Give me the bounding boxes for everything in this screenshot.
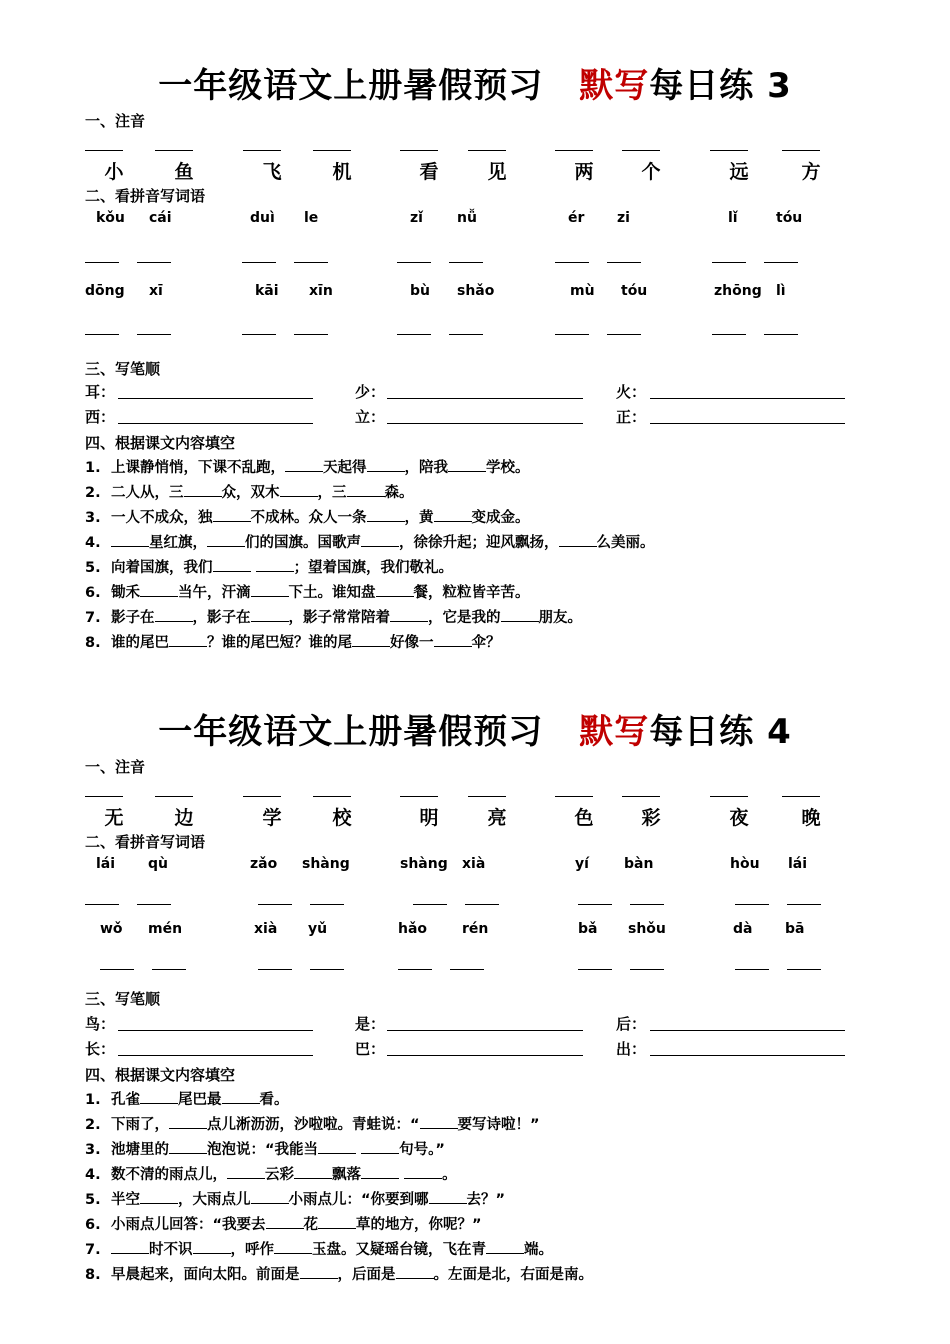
word-answer-line[interactable] [630,904,664,905]
sentence-text: 孔雀 [111,1092,140,1108]
pinyin-answer-line[interactable] [313,796,351,797]
word-answer-line[interactable] [258,969,292,970]
answer-blank[interactable] [559,532,597,547]
sentence-text: 数不清的雨点儿， [111,1167,227,1183]
answer-blank[interactable] [285,457,323,472]
fill-blank-sentence [85,1088,289,1109]
pinyin-answer-line[interactable] [468,150,506,151]
stroke-char-label: 立： [355,408,386,426]
pinyin-answer-line[interactable] [555,150,593,151]
word-answer-line[interactable] [294,262,328,263]
pinyin-syllable: lái [788,856,808,872]
item-number: 3. [85,510,101,526]
hanzi-char: 边 [174,807,194,829]
section-stroke-order: 三、写笔顺 [85,990,161,1008]
sentence-text: ，陪我 [404,460,448,476]
sentence-text: ，影子常常陪着 [288,610,390,626]
pinyin-syllable: xià [254,921,278,937]
answer-blank[interactable] [448,457,486,472]
word-answer-line[interactable] [152,969,186,970]
word-answer-line[interactable] [397,262,431,263]
pinyin-answer-line[interactable] [243,150,281,151]
word-answer-line[interactable] [578,904,612,905]
sentence-text: 天起得 [323,460,367,476]
word-answer-line[interactable] [712,262,746,263]
fill-blank-sentence [85,556,453,577]
hanzi-char: 见 [487,161,507,183]
word-answer-line[interactable] [310,969,344,970]
fill-blank-sentence [85,1263,593,1284]
pinyin-syllable: xī [149,283,163,299]
answer-blank[interactable] [227,1164,265,1179]
stroke-char-label: 出： [616,1040,647,1058]
word-answer-line[interactable] [607,334,641,335]
pinyin-syllable: zǎo [250,856,278,872]
title-highlight: 默写 [579,712,650,752]
hanzi-char: 看 [419,161,439,183]
pinyin-syllable: bā [785,921,805,937]
stroke-char-label: 长： [85,1040,116,1058]
stroke-answer-line[interactable] [387,423,583,424]
fill-blank-sentence [85,506,530,527]
answer-blank[interactable] [294,1164,332,1179]
answer-blank[interactable] [434,507,472,522]
sentence-text: 小雨点儿：“你要到哪 [288,1192,429,1208]
title-suffix: 每日练 4 [649,712,792,752]
pinyin-answer-line[interactable] [313,150,351,151]
sentence-text: ，后面是 [337,1267,396,1283]
pinyin-answer-line[interactable] [243,796,281,797]
hanzi-char: 亮 [487,807,507,829]
pinyin-syllable: zhōng [714,283,762,299]
answer-blank[interactable] [396,1264,434,1279]
stroke-char-label: 西： [85,408,116,426]
pinyin-syllable: hòu [730,856,760,872]
hanzi-char: 方 [801,161,821,183]
answer-blank[interactable] [169,1139,207,1154]
sentence-text: 。左面是北，右面是南。 [433,1267,593,1283]
stroke-answer-line[interactable] [387,398,583,399]
sentence-text: 好像一 [390,635,434,651]
sentence-text: 众，双木 [221,485,280,501]
answer-blank[interactable] [213,557,251,572]
sentence-text: 下土。谁知盘 [288,585,376,601]
sentence-text: 点儿淅沥沥，沙啦啦。青蛙说：“ [207,1117,420,1133]
stroke-char-label: 正： [616,408,647,426]
answer-blank[interactable] [251,607,289,622]
answer-blank[interactable] [404,1164,442,1179]
pinyin-answer-line[interactable] [400,796,438,797]
sentence-text: ，它是我的 [428,610,501,626]
item-number: 7. [85,1242,101,1258]
sentence-text: 时不识 [149,1242,193,1258]
sentence-text: 去？” [466,1192,506,1208]
fill-blank-sentence [85,1113,540,1134]
pinyin-syllable: bù [410,283,430,299]
title-highlight: 默写 [579,66,650,106]
item-number: 2. [85,1117,101,1133]
stroke-char-label: 耳： [85,383,116,401]
item-number: 1. [85,460,101,476]
answer-blank[interactable] [251,1189,289,1204]
stroke-answer-line[interactable] [387,1030,583,1031]
pinyin-syllable: lái [96,856,116,872]
sentence-text: 看。 [259,1092,289,1108]
sentence-text: ，影子在 [192,610,251,626]
item-number: 4. [85,535,101,551]
sentence-text: 朋友。 [538,610,582,626]
hanzi-char: 晚 [801,807,821,829]
answer-blank[interactable] [347,482,385,497]
pinyin-syllable: kǒu [96,210,125,226]
answer-blank[interactable] [300,1264,338,1279]
pinyin-syllable: bǎ [578,921,598,937]
pinyin-syllable: xīn [309,283,333,299]
sentence-text: ，徐徐升起；迎风飘扬， [399,535,559,551]
fill-blank-sentence [85,1138,445,1159]
answer-blank[interactable] [501,607,539,622]
sentence-text: 影子在 [111,610,155,626]
section-zhuyin: 一、注音 [85,758,146,776]
answer-blank[interactable] [429,1189,467,1204]
word-answer-line[interactable] [100,969,134,970]
answer-blank[interactable] [361,1164,399,1179]
sentence-text: 句号。” [399,1142,445,1158]
worksheet-title [0,704,950,753]
sentence-text: 锄禾 [111,585,140,601]
pinyin-syllable: kāi [255,283,279,299]
sentence-text: ？谁的尾巴短？谁的尾 [207,635,352,651]
word-answer-line[interactable] [449,262,483,263]
sentence-text: 二人从，三 [111,485,184,501]
section-fill-blanks: 四、根据课文内容填空 [85,434,236,452]
answer-blank[interactable] [169,632,207,647]
item-number: 2. [85,485,101,501]
fill-blank-sentence [85,1188,505,1209]
pinyin-syllable: hǎo [398,921,428,937]
answer-blank[interactable] [361,532,399,547]
word-answer-line[interactable] [465,904,499,905]
answer-blank[interactable] [155,607,193,622]
section-stroke-order: 三、写笔顺 [85,360,161,378]
stroke-answer-line[interactable] [118,1030,313,1031]
word-answer-line[interactable] [712,334,746,335]
word-answer-line[interactable] [787,969,821,970]
stroke-answer-line[interactable] [650,398,845,399]
worksheet-title [0,58,950,107]
sentence-text: 餐，粒粒皆辛苦。 [413,585,530,601]
pinyin-syllable: yí [575,856,589,872]
answer-blank[interactable] [390,607,428,622]
section-zhuyin: 一、注音 [85,112,146,130]
answer-blank[interactable] [352,632,390,647]
pinyin-answer-line[interactable] [85,150,123,151]
item-number: 5. [85,560,101,576]
word-answer-line[interactable] [578,969,612,970]
pinyin-answer-line[interactable] [710,150,748,151]
word-answer-line[interactable] [764,262,798,263]
title-main: 一年级语文上册暑假预习 [158,712,544,752]
word-answer-line[interactable] [450,969,484,970]
hanzi-char: 小 [104,161,124,183]
pinyin-answer-line[interactable] [622,796,660,797]
hanzi-char: 远 [729,161,749,183]
answer-blank[interactable] [140,582,178,597]
item-number: 8. [85,635,101,651]
answer-blank[interactable] [420,1114,458,1129]
pinyin-syllable: lì [776,283,786,299]
word-answer-line[interactable] [85,262,119,263]
pinyin-answer-line[interactable] [555,796,593,797]
stroke-answer-line[interactable] [387,1055,583,1056]
pinyin-syllable: shǒu [628,921,666,937]
pinyin-syllable: le [304,210,319,226]
sentence-text: 早晨起来，面向太阳。前面是 [111,1267,300,1283]
fill-blank-sentence [85,1238,553,1259]
item-number: 4. [85,1167,101,1183]
hanzi-char: 机 [332,161,352,183]
fill-blank-sentence [85,481,414,502]
word-answer-line[interactable] [85,904,119,905]
title-main: 一年级语文上册暑假预习 [158,66,544,106]
fill-blank-sentence [85,531,655,552]
pinyin-syllable: shàng [400,856,448,872]
word-answer-line[interactable] [137,262,171,263]
answer-blank[interactable] [213,507,251,522]
answer-blank[interactable] [169,1114,207,1129]
word-answer-line[interactable] [397,334,431,335]
sentence-text: 云彩 [265,1167,294,1183]
hanzi-char: 夜 [729,807,749,829]
pinyin-answer-line[interactable] [85,796,123,797]
pinyin-answer-line[interactable] [782,796,820,797]
sentence-text: 伞？ [471,635,501,651]
fill-blank-sentence [85,631,501,652]
answer-blank[interactable] [140,1189,178,1204]
word-answer-line[interactable] [258,904,292,905]
pinyin-syllable: wǒ [100,921,123,937]
stroke-char-label: 是： [355,1015,386,1033]
sentence-text: 飘落 [332,1167,361,1183]
item-number: 6. [85,585,101,601]
sentence-text: 上课静悄悄，下课不乱跑， [111,460,285,476]
answer-blank[interactable] [207,532,245,547]
sentence-text: ，三 [317,485,347,501]
word-answer-line[interactable] [310,904,344,905]
sentence-text: 么美丽。 [596,535,655,551]
word-answer-line[interactable] [607,262,641,263]
word-answer-line[interactable] [735,969,769,970]
stroke-char-label: 巴： [355,1040,386,1058]
pinyin-syllable: mén [148,921,183,937]
stroke-char-label: 火： [616,383,647,401]
word-answer-line[interactable] [735,904,769,905]
sentence-text: 尾巴最 [178,1092,222,1108]
stroke-answer-line[interactable] [118,1055,313,1056]
pinyin-syllable: lǐ [728,210,738,226]
pinyin-syllable: yǔ [308,921,328,937]
pinyin-answer-line[interactable] [622,150,660,151]
pinyin-answer-line[interactable] [155,150,193,151]
sentence-text: 学校。 [486,460,530,476]
hanzi-char: 色 [574,807,594,829]
hanzi-char: 两 [574,161,594,183]
pinyin-syllable: rén [462,921,489,937]
sentence-text: 草的地方，你呢？” [356,1217,482,1233]
answer-blank[interactable] [184,482,222,497]
section-pinyin-words: 二、看拼音写词语 [85,187,206,205]
fill-blank-sentence [85,1213,482,1234]
pinyin-syllable: dōng [85,283,125,299]
sentence-text: 一人不成众，独 [111,510,213,526]
answer-blank[interactable] [361,1139,399,1154]
pinyin-answer-line[interactable] [468,796,506,797]
answer-blank[interactable] [256,557,294,572]
item-number: 6. [85,1217,101,1233]
hanzi-char: 飞 [262,161,282,183]
pinyin-syllable: zi [617,210,630,226]
answer-blank[interactable] [140,1089,178,1104]
sentence-text: 谁的尾巴 [111,635,169,651]
item-number: 1. [85,1092,101,1108]
pinyin-answer-line[interactable] [782,150,820,151]
sentence-text: 池塘里的 [111,1142,169,1158]
pinyin-syllable: tóu [776,210,803,226]
hanzi-char: 鱼 [174,161,194,183]
sentence-text: ，大雨点儿 [178,1192,251,1208]
title-suffix: 每日练 3 [649,66,792,106]
fill-blank-sentence [85,581,530,602]
stroke-answer-line[interactable] [650,423,845,424]
stroke-char-label: 少： [355,383,386,401]
sentence-text: 端。 [524,1242,553,1258]
word-answer-line[interactable] [294,334,328,335]
sentence-text: 小雨点儿回答：“我要去 [111,1217,266,1233]
answer-blank[interactable] [274,1239,312,1254]
hanzi-char: 校 [332,807,352,829]
stroke-answer-line[interactable] [650,1030,845,1031]
sentence-text: ，黄 [404,510,434,526]
sentence-text: 星红旗， [149,535,207,551]
word-answer-line[interactable] [764,334,798,335]
pinyin-syllable: qù [148,856,168,872]
item-number: 5. [85,1192,101,1208]
sentence-text: 泡泡说：“我能当 [207,1142,319,1158]
stroke-answer-line[interactable] [118,423,313,424]
sentence-text: 森。 [384,485,414,501]
sentence-text: 。 [442,1167,457,1183]
fill-blank-sentence [85,1163,457,1184]
pinyin-syllable: nǚ [457,210,477,226]
sentence-text: 半空 [111,1192,140,1208]
word-answer-line[interactable] [242,262,276,263]
answer-blank[interactable] [367,457,405,472]
word-answer-line[interactable] [555,334,589,335]
pinyin-answer-line[interactable] [155,796,193,797]
stroke-answer-line[interactable] [650,1055,845,1056]
word-answer-line[interactable] [449,334,483,335]
word-answer-line[interactable] [787,904,821,905]
answer-blank[interactable] [193,1239,231,1254]
item-number: 7. [85,610,101,626]
stroke-answer-line[interactable] [118,398,313,399]
word-answer-line[interactable] [630,969,664,970]
pinyin-syllable: cái [149,210,172,226]
stroke-char-label: 后： [616,1015,647,1033]
pinyin-syllable: bàn [624,856,654,872]
pinyin-syllable: zǐ [410,210,423,226]
word-answer-line[interactable] [137,904,171,905]
answer-blank[interactable] [251,582,289,597]
sentence-text: 下雨了， [111,1117,169,1133]
item-number: 3. [85,1142,101,1158]
answer-blank[interactable] [318,1139,356,1154]
answer-blank[interactable] [280,482,318,497]
sentence-text: ；望着国旗，我们敬礼。 [293,560,454,576]
sentence-text: 要写诗啦！” [457,1117,540,1133]
sentence-text: 们的国旗。国歌声 [245,535,361,551]
answer-blank[interactable] [111,1239,149,1254]
sentence-text: 不成林。众人一条 [250,510,367,526]
pinyin-answer-line[interactable] [710,796,748,797]
hanzi-char: 学 [262,807,282,829]
pinyin-syllable: dà [733,921,753,937]
answer-blank[interactable] [486,1239,524,1254]
answer-blank[interactable] [367,507,405,522]
stroke-char-label: 鸟： [85,1015,116,1033]
answer-blank[interactable] [266,1214,304,1229]
word-answer-line[interactable] [137,334,171,335]
hanzi-char: 无 [104,807,124,829]
word-answer-line[interactable] [398,969,432,970]
pinyin-syllable: mù [570,283,595,299]
section-fill-blanks: 四、根据课文内容填空 [85,1066,236,1084]
answer-blank[interactable] [376,582,414,597]
sentence-text: 花 [303,1217,319,1233]
word-answer-line[interactable] [242,334,276,335]
pinyin-syllable: ér [568,210,585,226]
pinyin-syllable: shàng [302,856,350,872]
item-number: 8. [85,1267,101,1283]
sentence-text: 变成金。 [471,510,530,526]
hanzi-char: 彩 [641,807,661,829]
word-answer-line[interactable] [555,262,589,263]
word-answer-line[interactable] [413,904,447,905]
word-answer-line[interactable] [85,334,119,335]
answer-blank[interactable] [222,1089,260,1104]
hanzi-char: 个 [641,161,661,183]
answer-blank[interactable] [111,532,149,547]
pinyin-syllable: duì [250,210,275,226]
fill-blank-sentence [85,456,530,477]
sentence-text: ，呼作 [230,1242,274,1258]
answer-blank[interactable] [318,1214,356,1229]
pinyin-syllable: tóu [621,283,648,299]
pinyin-answer-line[interactable] [400,150,438,151]
pinyin-syllable: xià [462,856,486,872]
sentence-text: 向着国旗，我们 [111,560,213,576]
sentence-text: 当午，汗滴 [178,585,251,601]
section-pinyin-words: 二、看拼音写词语 [85,833,206,851]
answer-blank[interactable] [434,632,472,647]
pinyin-syllable: shǎo [457,283,495,299]
fill-blank-sentence [85,606,582,627]
hanzi-char: 明 [419,807,439,829]
sentence-text: 玉盘。又疑瑶台镜，飞在青 [312,1242,486,1258]
